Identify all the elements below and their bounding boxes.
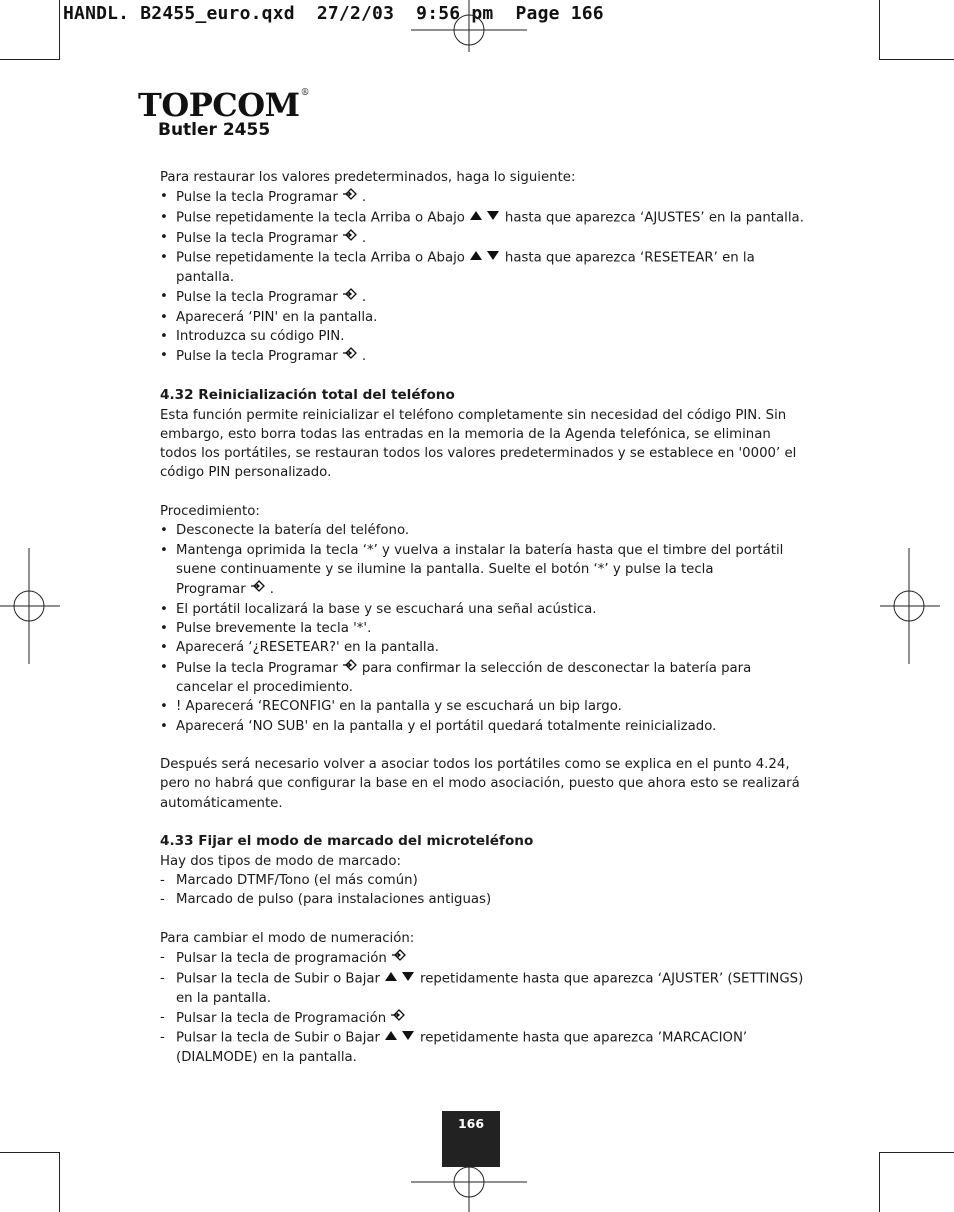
paragraph-line: embargo, esto borra todas las entradas en la memoria de la Agenda telefónica, se eliminan xyxy=(160,426,771,442)
crop-mark xyxy=(0,1152,60,1153)
registration-mark-right xyxy=(880,548,940,664)
dial-mode-types xyxy=(160,871,805,910)
item-text: Programar xyxy=(176,582,246,598)
list-marker: • xyxy=(160,209,168,225)
item-text: Pulse la tecla Programar xyxy=(176,190,338,206)
item-text: . xyxy=(269,582,274,598)
item-text: Pulse la tecla Programar xyxy=(176,349,338,365)
list-marker: • xyxy=(160,348,168,364)
section-432-after-paragraph xyxy=(160,755,805,813)
list-item xyxy=(160,717,805,736)
section-432-paragraph xyxy=(160,406,805,483)
list-item xyxy=(160,346,805,366)
list-item xyxy=(160,248,805,287)
procedure-label: Procedimiento: xyxy=(160,503,260,519)
program-key-icon xyxy=(342,228,358,248)
crop-mark xyxy=(879,59,954,60)
crop-mark xyxy=(59,1152,60,1212)
section-heading-4-32: 4.32 Reinicialización total del teléfono xyxy=(160,387,455,404)
item-text: Marcado DTMF/Tono (el más común) xyxy=(176,872,418,888)
item-text: en la pantalla. xyxy=(176,990,272,1006)
list-item xyxy=(160,969,805,1008)
item-text: Pulse repetidamente la tecla Arriba o Abajo xyxy=(176,210,465,226)
print-slug: HANDL. B2455_euro.qxd 27/2/03 9:56 pm Page 166 xyxy=(63,3,604,24)
program-key-icon xyxy=(342,658,358,678)
list-item xyxy=(160,600,805,619)
program-key-icon xyxy=(250,579,266,599)
crop-mark xyxy=(879,1152,880,1212)
list-item xyxy=(160,890,805,909)
list-item xyxy=(160,521,805,540)
registration-mark-top xyxy=(411,0,527,52)
item-text: Marcado de pulso (para instalaciones antiguas) xyxy=(176,892,492,908)
item-text: hasta que aparezca ‘AJUSTES’ en la pantalla. xyxy=(504,210,804,226)
list-item xyxy=(160,308,805,327)
list-item xyxy=(160,208,805,228)
list-item xyxy=(160,948,805,968)
item-text: Introduzca su código PIN. xyxy=(176,329,345,345)
up-down-arrows-icon xyxy=(469,208,501,227)
item-text: pantalla. xyxy=(176,270,235,286)
paragraph-line: código PIN personalizado. xyxy=(160,465,332,481)
list-marker: • xyxy=(160,229,168,245)
list-marker: • xyxy=(160,620,168,636)
program-key-icon xyxy=(342,346,358,366)
registered-mark: ® xyxy=(300,88,310,98)
item-text: hasta que aparezca ‘RESETEAR’ en la xyxy=(504,250,755,266)
item-text: Aparecerá ‘PIN' en la pantalla. xyxy=(176,309,378,325)
program-key-icon xyxy=(390,1008,406,1028)
list-item xyxy=(160,541,805,600)
item-text: ! Aparecerá ‘RECONFIG' en la pantalla y se escuchará un bip largo. xyxy=(176,699,622,715)
up-down-arrows-icon xyxy=(469,248,501,267)
item-text: Pulsar la tecla de Programación xyxy=(176,1010,387,1026)
item-text: Pulse brevemente la tecla '*'. xyxy=(176,620,372,636)
program-key-icon xyxy=(342,287,358,307)
paragraph-line: pero no habrá que configurar la base en el modo asociación, puesto que ahora esto se realizará xyxy=(160,776,800,792)
item-text: Aparecerá ‘NO SUB' en la pantalla y el portátil quedará totalmente reinicializado. xyxy=(176,718,717,734)
item-text: Desconecte la batería del teléfono. xyxy=(176,523,410,539)
list-item xyxy=(160,287,805,307)
item-text: repetidamente hasta que aparezca ’MARCACION’ xyxy=(420,1030,748,1046)
paragraph-line: todos los portátiles, se restauran todos los valores predeterminados y se establece en '0000’ el xyxy=(160,446,797,462)
list-item xyxy=(160,638,805,657)
item-text: . xyxy=(361,230,367,246)
list-marker: • xyxy=(160,601,168,617)
page-content xyxy=(160,168,805,1068)
item-text: Pulsar la tecla de programación xyxy=(176,951,387,967)
item-text: El portátil localizará la base y se escuchará una señal acústica. xyxy=(176,601,597,617)
crop-mark xyxy=(0,59,60,60)
dial-mode-intro: Hay dos tipos de modo de marcado: xyxy=(160,853,401,869)
item-text: Mantenga oprimida la tecla ‘*’ y vuelva a instalar la batería hasta que el timbre del portátil xyxy=(176,542,784,558)
list-marker: - xyxy=(160,872,165,888)
up-down-arrows-icon xyxy=(384,1028,416,1047)
list-marker: • xyxy=(160,699,168,715)
list-item xyxy=(160,187,805,207)
list-item xyxy=(160,871,805,890)
page-number: 166 xyxy=(457,1116,485,1131)
list-item xyxy=(160,327,805,346)
item-text: Pulse la tecla Programar xyxy=(176,660,338,676)
crop-mark xyxy=(879,1152,954,1153)
item-text: suene continuamente y se ilumine la pantalla. Suelte el botón ‘*’ y pulse la tecla xyxy=(176,561,714,577)
program-key-icon xyxy=(391,948,407,968)
item-text: Pulse repetidamente la tecla Arriba o Abajo xyxy=(176,250,465,266)
list-item xyxy=(160,697,805,716)
item-text: . xyxy=(361,190,367,206)
list-item xyxy=(160,1028,805,1067)
list-marker: • xyxy=(160,523,168,539)
item-text: Pulse la tecla Programar xyxy=(176,290,338,306)
change-mode-label: Para cambiar el modo de numeración: xyxy=(160,930,415,946)
paragraph-line: Después será necesario volver a asociar todos los portátiles como se explica en el punto 4.24, xyxy=(160,757,790,773)
logo-wordmark: TOPCOM xyxy=(138,86,300,124)
list-marker: - xyxy=(160,950,165,966)
crop-mark xyxy=(879,0,880,60)
topcom-logo xyxy=(138,88,310,122)
page-number-box xyxy=(442,1111,500,1167)
list-marker: • xyxy=(160,659,168,675)
item-text: para confirmar la selección de desconectar la batería para xyxy=(361,660,752,676)
restore-intro: Para restaurar los valores predeterminados, haga lo siguiente: xyxy=(160,170,576,185)
item-text: (DIALMODE) en la pantalla. xyxy=(176,1050,357,1066)
paragraph-line: Esta función permite reinicializar el teléfono completamente sin necesidad del código PIN. Sin xyxy=(160,407,787,423)
list-marker: - xyxy=(160,892,165,908)
model-name: Butler 2455 xyxy=(158,120,271,140)
list-marker: • xyxy=(160,542,168,558)
program-key-icon xyxy=(342,187,358,207)
reset-procedure-steps xyxy=(160,521,805,736)
list-marker: • xyxy=(160,189,168,205)
up-down-arrows-icon xyxy=(384,969,416,988)
item-text: Pulsar la tecla de Subir o Bajar xyxy=(176,971,381,987)
list-marker: - xyxy=(160,1030,165,1046)
registration-mark-bottom xyxy=(411,1160,527,1212)
item-text: . xyxy=(361,290,367,306)
dial-mode-steps xyxy=(160,948,805,1067)
section-heading-4-33: 4.33 Fijar el modo de marcado del microteléfono xyxy=(160,833,534,850)
item-text: . xyxy=(361,349,367,365)
list-marker: • xyxy=(160,289,168,305)
paragraph-line: automáticamente. xyxy=(160,795,283,811)
list-marker: • xyxy=(160,718,168,734)
item-text: Pulse la tecla Programar xyxy=(176,230,338,246)
item-text: Aparecerá ‘¿RESETEAR?' en la pantalla. xyxy=(176,640,439,656)
list-marker: - xyxy=(160,1009,165,1025)
list-item xyxy=(160,228,805,248)
list-item xyxy=(160,619,805,638)
list-item xyxy=(160,1008,805,1028)
restore-steps xyxy=(160,187,805,367)
item-text: cancelar el procedimiento. xyxy=(176,679,353,695)
list-marker: • xyxy=(160,640,168,656)
list-item xyxy=(160,658,805,698)
list-marker: - xyxy=(160,970,165,986)
item-text: Pulsar la tecla de Subir o Bajar xyxy=(176,1030,381,1046)
item-text: repetidamente hasta que aparezca ‘AJUSTER’ (SETTINGS) xyxy=(420,971,804,987)
list-marker: • xyxy=(160,309,168,325)
registration-mark-left xyxy=(0,548,60,664)
list-marker: • xyxy=(160,329,168,345)
crop-mark xyxy=(59,0,60,60)
list-marker: • xyxy=(160,250,168,266)
